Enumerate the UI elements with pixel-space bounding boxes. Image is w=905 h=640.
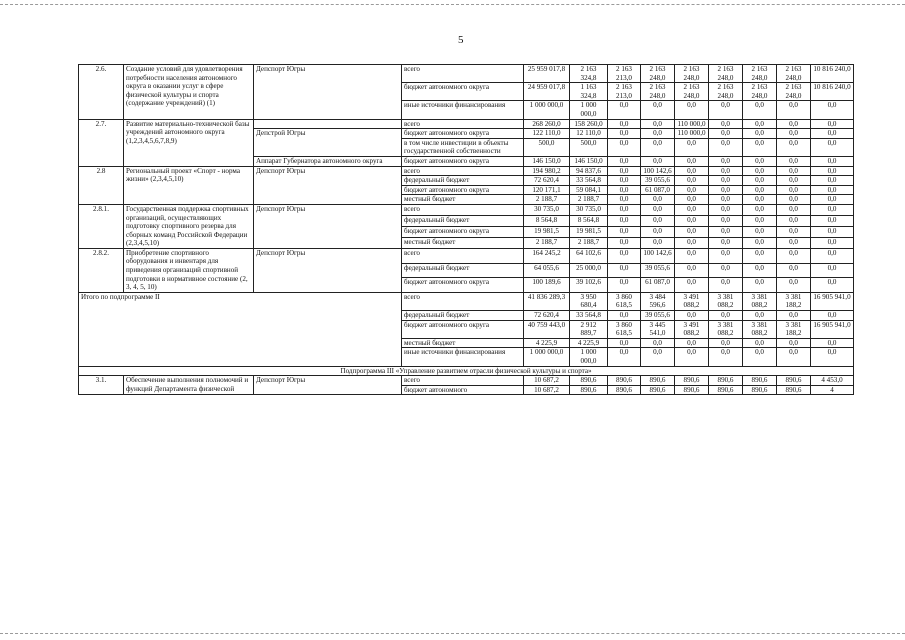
funding-source: иные источники финансирования: [402, 348, 524, 366]
amount-cell: 890,6: [777, 385, 811, 395]
bottom-border-line: [0, 633, 905, 634]
funding-source: всего: [402, 119, 524, 129]
amount-cell: 0,0: [608, 338, 641, 348]
amount-cell: 158 260,0: [570, 119, 608, 129]
amount-cell: 0,0: [608, 311, 641, 321]
amount-cell: 0,0: [675, 176, 709, 186]
amount-cell: 0,0: [777, 263, 811, 278]
amount-cell: 3 484 596,6: [641, 292, 675, 310]
amount-cell: 2 163 324,8: [570, 65, 608, 83]
amount-cell: 3 381 188,2: [777, 320, 811, 338]
funding-source: бюджет автономного округа: [402, 129, 524, 139]
amount-cell: 0,0: [709, 156, 743, 166]
funding-source: бюджет автономного округа: [402, 156, 524, 166]
amount-cell: 890,6: [709, 385, 743, 395]
amount-cell: 2 188,7: [570, 195, 608, 205]
amount-cell: 0,0: [709, 311, 743, 321]
row-number: 2.7.: [79, 119, 124, 166]
amount-cell: 0,0: [743, 119, 777, 129]
amount-cell: 0,0: [709, 166, 743, 176]
amount-cell: 0,0: [608, 237, 641, 248]
amount-cell: 0,0: [641, 338, 675, 348]
amount-cell: 0,0: [641, 237, 675, 248]
table-row: [79, 292, 854, 310]
amount-cell: 0,0: [608, 263, 641, 278]
amount-cell: 0,0: [811, 138, 854, 156]
amount-cell: 0,0: [675, 101, 709, 119]
amount-cell: 0,0: [608, 226, 641, 237]
amount-cell: 2 163 248,0: [777, 83, 811, 101]
amount-cell: 890,6: [743, 385, 777, 395]
funding-source: бюджет автономного округа: [402, 320, 524, 338]
amount-cell: 3 381 088,2: [709, 292, 743, 310]
amount-cell: 1 000 000,0: [570, 348, 608, 366]
amount-cell: 24 959 017,8: [524, 83, 570, 101]
amount-cell: 64 055,6: [524, 263, 570, 278]
amount-cell: 0,0: [811, 215, 854, 226]
amount-cell: 0,0: [709, 185, 743, 195]
amount-cell: 0,0: [743, 156, 777, 166]
amount-cell: 3 491 088,2: [675, 292, 709, 310]
table-row: [79, 376, 854, 386]
funding-source: бюджет автономного округа: [402, 83, 524, 101]
activity-name: Региональный проект «Спорт - норма жизни» (2,3,4,5,10): [124, 166, 254, 204]
amount-cell: 0,0: [608, 119, 641, 129]
amount-cell: 0,0: [675, 215, 709, 226]
amount-cell: 2 163 248,0: [777, 65, 811, 83]
amount-cell: 0,0: [811, 338, 854, 348]
amount-cell: 100 142,6: [641, 248, 675, 263]
amount-cell: 25 000,0: [570, 263, 608, 278]
amount-cell: 0,0: [641, 204, 675, 215]
amount-cell: 0,0: [608, 176, 641, 186]
amount-cell: 10 816 240,0: [811, 83, 854, 101]
budget-table: [78, 64, 854, 395]
amount-cell: 0,0: [641, 215, 675, 226]
amount-cell: 0,0: [608, 195, 641, 205]
amount-cell: 120 171,1: [524, 185, 570, 195]
amount-cell: 0,0: [811, 156, 854, 166]
row-number: 3.1.: [79, 376, 124, 395]
amount-cell: 500,0: [524, 138, 570, 156]
amount-cell: 33 564,8: [570, 311, 608, 321]
table-row: [79, 366, 854, 376]
amount-cell: 0,0: [709, 204, 743, 215]
amount-cell: 3 491 088,2: [675, 320, 709, 338]
table-row: [79, 248, 854, 263]
amount-cell: 0,0: [811, 311, 854, 321]
amount-cell: 0,0: [608, 204, 641, 215]
amount-cell: 0,0: [675, 166, 709, 176]
amount-cell: 0,0: [743, 166, 777, 176]
amount-cell: 2 163 248,0: [709, 83, 743, 101]
amount-cell: 0,0: [777, 204, 811, 215]
funding-source: федеральный бюджет: [402, 215, 524, 226]
amount-cell: 0,0: [641, 156, 675, 166]
amount-cell: 3 860 618,5: [608, 292, 641, 310]
amount-cell: 0,0: [709, 119, 743, 129]
amount-cell: 0,0: [641, 195, 675, 205]
amount-cell: 1 000 000,0: [524, 101, 570, 119]
activity-name: Развитие материально-технической базы учреждений автономного округа (1,2,3,4,5,6,7,8,9): [124, 119, 254, 166]
amount-cell: 0,0: [811, 278, 854, 293]
amount-cell: 2 163 248,0: [675, 83, 709, 101]
amount-cell: 0,0: [777, 129, 811, 139]
amount-cell: 0,0: [811, 226, 854, 237]
amount-cell: 0,0: [675, 185, 709, 195]
amount-cell: 2 188,7: [524, 195, 570, 205]
amount-cell: 2 188,7: [524, 237, 570, 248]
amount-cell: 3 445 541,0: [641, 320, 675, 338]
amount-cell: 0,0: [709, 237, 743, 248]
amount-cell: 0,0: [777, 248, 811, 263]
amount-cell: 268 260,0: [524, 119, 570, 129]
amount-cell: 0,0: [675, 278, 709, 293]
amount-cell: 164 245,2: [524, 248, 570, 263]
amount-cell: 0,0: [777, 176, 811, 186]
amount-cell: 0,0: [608, 348, 641, 366]
amount-cell: 0,0: [743, 237, 777, 248]
amount-cell: 61 087,0: [641, 185, 675, 195]
table-row: [79, 204, 854, 215]
amount-cell: 0,0: [743, 138, 777, 156]
amount-cell: 100 142,6: [641, 166, 675, 176]
amount-cell: 890,6: [608, 385, 641, 395]
amount-cell: 0,0: [743, 215, 777, 226]
amount-cell: 19 981,5: [524, 226, 570, 237]
funding-source: всего: [402, 376, 524, 386]
amount-cell: 3 950 680,4: [570, 292, 608, 310]
amount-cell: 0,0: [777, 138, 811, 156]
amount-cell: 64 102,6: [570, 248, 608, 263]
amount-cell: 0,0: [709, 348, 743, 366]
funding-source: местный бюджет: [402, 195, 524, 205]
amount-cell: 0,0: [811, 119, 854, 129]
amount-cell: 0,0: [777, 101, 811, 119]
amount-cell: 0,0: [675, 263, 709, 278]
amount-cell: 40 759 443,0: [524, 320, 570, 338]
funding-source: в том числе инвестиции в объекты государственной собственности: [402, 138, 524, 156]
amount-cell: 110 000,0: [675, 129, 709, 139]
row-number: 2.8.1.: [79, 204, 124, 248]
amount-cell: 0,0: [743, 101, 777, 119]
amount-cell: 0,0: [743, 263, 777, 278]
amount-cell: 0,0: [675, 237, 709, 248]
amount-cell: 10 687,2: [524, 385, 570, 395]
amount-cell: 2 163 248,0: [709, 65, 743, 83]
amount-cell: 59 084,1: [570, 185, 608, 195]
amount-cell: 0,0: [608, 185, 641, 195]
amount-cell: 2 163 248,0: [675, 65, 709, 83]
amount-cell: 61 087,0: [641, 278, 675, 293]
amount-cell: 0,0: [811, 248, 854, 263]
amount-cell: 890,6: [709, 376, 743, 386]
amount-cell: 0,0: [811, 129, 854, 139]
amount-cell: 0,0: [743, 226, 777, 237]
amount-cell: 890,6: [743, 376, 777, 386]
funding-source: всего: [402, 166, 524, 176]
amount-cell: 0,0: [709, 215, 743, 226]
amount-cell: 2 163 248,0: [743, 83, 777, 101]
amount-cell: 19 981,5: [570, 226, 608, 237]
funding-source: бюджет автономного округа: [402, 278, 524, 293]
amount-cell: 0,0: [709, 338, 743, 348]
amount-cell: 0,0: [811, 195, 854, 205]
amount-cell: 0,0: [608, 278, 641, 293]
amount-cell: 16 905 941,0: [811, 292, 854, 310]
amount-cell: 0,0: [777, 278, 811, 293]
amount-cell: 4 225,9: [524, 338, 570, 348]
amount-cell: 0,0: [777, 119, 811, 129]
amount-cell: 0,0: [811, 263, 854, 278]
activity-name: Обеспечение выполнения полномочий и функций Департамента физической: [124, 376, 254, 395]
funding-source: всего: [402, 292, 524, 310]
amount-cell: 500,0: [570, 138, 608, 156]
amount-cell: 10 687,2: [524, 376, 570, 386]
amount-cell: 890,6: [675, 385, 709, 395]
amount-cell: 3 381 188,2: [777, 292, 811, 310]
amount-cell: 0,0: [675, 195, 709, 205]
amount-cell: 39 055,6: [641, 263, 675, 278]
amount-cell: 41 836 289,3: [524, 292, 570, 310]
amount-cell: 3 860 618,5: [608, 320, 641, 338]
amount-cell: 0,0: [675, 248, 709, 263]
amount-cell: 0,0: [743, 348, 777, 366]
funding-source: бюджет автономного: [402, 385, 524, 395]
amount-cell: 0,0: [709, 138, 743, 156]
amount-cell: 0,0: [608, 101, 641, 119]
amount-cell: 890,6: [777, 376, 811, 386]
amount-cell: 72 620,4: [524, 311, 570, 321]
executor: Депспорт Югры: [254, 204, 402, 248]
amount-cell: 0,0: [641, 101, 675, 119]
amount-cell: 1 000 000,0: [570, 101, 608, 119]
amount-cell: 0,0: [709, 101, 743, 119]
amount-cell: 94 837,6: [570, 166, 608, 176]
amount-cell: 0,0: [743, 311, 777, 321]
amount-cell: 0,0: [743, 248, 777, 263]
amount-cell: 0,0: [709, 278, 743, 293]
amount-cell: 0,0: [709, 248, 743, 263]
amount-cell: 0,0: [811, 185, 854, 195]
top-border-line: [0, 4, 905, 5]
amount-cell: 2 912 889,7: [570, 320, 608, 338]
amount-cell: 39 055,6: [641, 176, 675, 186]
amount-cell: 0,0: [675, 138, 709, 156]
amount-cell: 0,0: [777, 237, 811, 248]
amount-cell: 194 980,2: [524, 166, 570, 176]
subprogram-heading: Подпрограмма III «Управление развитием отрасли физической культуры и спорта»: [79, 366, 854, 376]
amount-cell: 0,0: [811, 348, 854, 366]
amount-cell: 0,0: [777, 166, 811, 176]
amount-cell: 0,0: [641, 348, 675, 366]
amount-cell: 0,0: [641, 129, 675, 139]
amount-cell: 0,0: [743, 185, 777, 195]
amount-cell: 0,0: [743, 204, 777, 215]
amount-cell: 1 163 324,8: [570, 83, 608, 101]
amount-cell: 4 453,0: [811, 376, 854, 386]
amount-cell: 3 381 088,2: [709, 320, 743, 338]
amount-cell: 890,6: [675, 376, 709, 386]
funding-source: местный бюджет: [402, 338, 524, 348]
executor: Депспорт Югры: [254, 65, 402, 120]
amount-cell: 0,0: [709, 176, 743, 186]
amount-cell: 890,6: [641, 376, 675, 386]
amount-cell: 890,6: [570, 376, 608, 386]
amount-cell: 2 188,7: [570, 237, 608, 248]
amount-cell: 0,0: [777, 338, 811, 348]
amount-cell: 0,0: [709, 195, 743, 205]
amount-cell: 0,0: [777, 215, 811, 226]
amount-cell: 10 816 240,0: [811, 65, 854, 83]
amount-cell: 0,0: [675, 204, 709, 215]
funding-source: бюджет автономного округа: [402, 185, 524, 195]
amount-cell: 0,0: [709, 226, 743, 237]
amount-cell: 0,0: [811, 237, 854, 248]
executor: [254, 119, 402, 129]
amount-cell: 0,0: [675, 226, 709, 237]
amount-cell: 12 110,0: [570, 129, 608, 139]
amount-cell: 2 163 213,0: [608, 83, 641, 101]
table-row: [79, 166, 854, 176]
amount-cell: 0,0: [743, 338, 777, 348]
amount-cell: 0,0: [777, 348, 811, 366]
row-number: 2.8.2.: [79, 248, 124, 292]
amount-cell: 0,0: [777, 185, 811, 195]
funding-source: федеральный бюджет: [402, 263, 524, 278]
amount-cell: 146 150,0: [524, 156, 570, 166]
amount-cell: 33 564,8: [570, 176, 608, 186]
amount-cell: 0,0: [811, 176, 854, 186]
amount-cell: 0,0: [777, 156, 811, 166]
row-number: 2.6.: [79, 65, 124, 120]
funding-source: бюджет автономного округа: [402, 226, 524, 237]
amount-cell: 122 110,0: [524, 129, 570, 139]
amount-cell: 0,0: [641, 138, 675, 156]
amount-cell: 0,0: [811, 204, 854, 215]
executor: Депспорт Югры: [254, 166, 402, 204]
amount-cell: 0,0: [777, 226, 811, 237]
amount-cell: 0,0: [743, 129, 777, 139]
amount-cell: 0,0: [811, 101, 854, 119]
amount-cell: 1 000 000,0: [524, 348, 570, 366]
amount-cell: 8 564,8: [570, 215, 608, 226]
amount-cell: 0,0: [743, 278, 777, 293]
row-number: 2.8: [79, 166, 124, 204]
funding-source: федеральный бюджет: [402, 176, 524, 186]
activity-name: Приобретение спортивного оборудования и инвентаря для приведения организаций спортивной подготовки в нормативное состояние (2, 3, 4, 5, 10): [124, 248, 254, 292]
executor: Депспорт Югры: [254, 376, 402, 395]
amount-cell: 0,0: [608, 156, 641, 166]
amount-cell: 0,0: [608, 166, 641, 176]
amount-cell: 146 150,0: [570, 156, 608, 166]
amount-cell: 2 163 213,0: [608, 65, 641, 83]
amount-cell: 39 055,6: [641, 311, 675, 321]
amount-cell: 0,0: [641, 226, 675, 237]
amount-cell: 110 000,0: [675, 119, 709, 129]
amount-cell: 0,0: [641, 119, 675, 129]
amount-cell: 0,0: [675, 156, 709, 166]
amount-cell: 2 163 248,0: [641, 65, 675, 83]
amount-cell: 0,0: [675, 348, 709, 366]
amount-cell: 4 225,9: [570, 338, 608, 348]
page-number: 5: [458, 34, 464, 46]
amount-cell: 0,0: [675, 311, 709, 321]
activity-name: Создание условий для удовлетворения потребности населения автономного округа в оказании услуг в сфере физической культуры и спорта (содержание учреждений) (1): [124, 65, 254, 120]
amount-cell: 0,0: [777, 195, 811, 205]
amount-cell: 30 735,0: [570, 204, 608, 215]
amount-cell: 3 381 088,2: [743, 320, 777, 338]
amount-cell: 25 959 017,8: [524, 65, 570, 83]
amount-cell: 0,0: [743, 176, 777, 186]
funding-source: всего: [402, 65, 524, 83]
amount-cell: 0,0: [608, 215, 641, 226]
amount-cell: 2 163 248,0: [743, 65, 777, 83]
amount-cell: 39 102,6: [570, 278, 608, 293]
amount-cell: 100 189,6: [524, 278, 570, 293]
activity-name: Государственная поддержка спортивных организаций, осуществляющих подготовку спортивного резерва для сборных команд Российской Федерации (2,3,4,5,10): [124, 204, 254, 248]
amount-cell: 0,0: [608, 248, 641, 263]
funding-source: всего: [402, 248, 524, 263]
amount-cell: 0,0: [608, 129, 641, 139]
amount-cell: 3 381 088,2: [743, 292, 777, 310]
amount-cell: 2 163 248,0: [641, 83, 675, 101]
amount-cell: 72 620,4: [524, 176, 570, 186]
amount-cell: 890,6: [641, 385, 675, 395]
amount-cell: 0,0: [675, 338, 709, 348]
executor: Депспорт Югры: [254, 248, 402, 292]
amount-cell: 0,0: [709, 129, 743, 139]
amount-cell: 8 564,8: [524, 215, 570, 226]
amount-cell: 0,0: [608, 138, 641, 156]
amount-cell: 0,0: [743, 195, 777, 205]
executor: Депстрой Югры: [254, 129, 402, 157]
subtotal-label: Итого по подпрограмме II: [79, 292, 402, 366]
amount-cell: 0,0: [777, 311, 811, 321]
amount-cell: 890,6: [570, 385, 608, 395]
funding-source: федеральный бюджет: [402, 311, 524, 321]
table-row: [79, 65, 854, 83]
funding-source: иные источники финансирования: [402, 101, 524, 119]
amount-cell: 4: [811, 385, 854, 395]
amount-cell: 30 735,0: [524, 204, 570, 215]
amount-cell: 0,0: [709, 263, 743, 278]
funding-source: всего: [402, 204, 524, 215]
table-row: [79, 119, 854, 129]
amount-cell: 890,6: [608, 376, 641, 386]
amount-cell: 16 905 941,0: [811, 320, 854, 338]
funding-source: местный бюджет: [402, 237, 524, 248]
executor: Аппарат Губернатора автономного округа: [254, 156, 402, 166]
amount-cell: 0,0: [811, 166, 854, 176]
